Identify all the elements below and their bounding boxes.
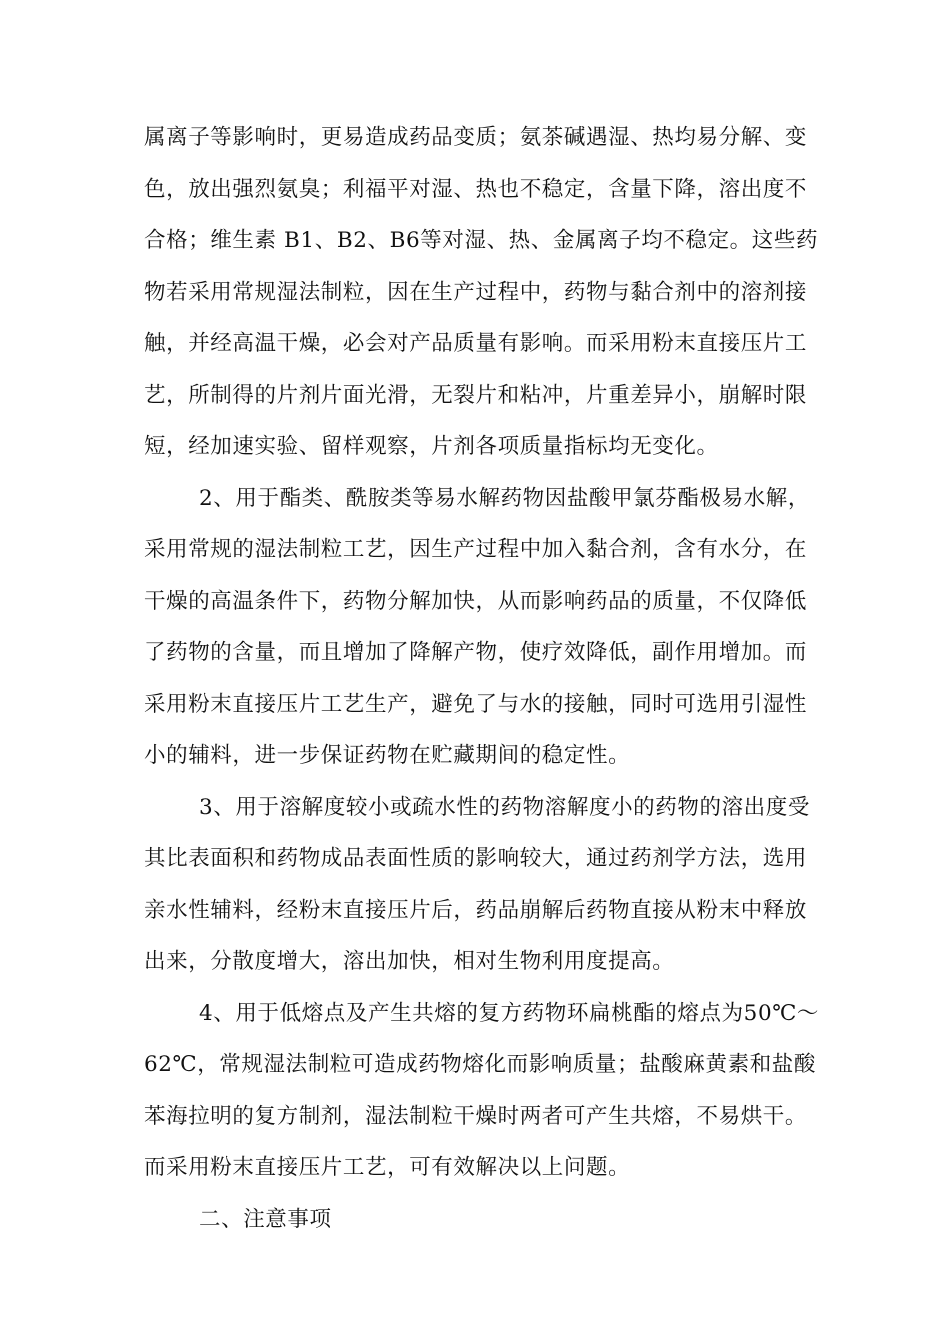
text-line: 了药物的含量，而且增加了降解产物，使疗效降低，副作用增加。而 — [144, 640, 808, 665]
text-line: 采用粉末直接压片工艺生产，避免了与水的接触，同时可选用引湿性 — [144, 691, 808, 717]
text-line: 3、用于溶解度较小或疏水性的药物溶解度小的药物的溶出度受 — [199, 794, 810, 820]
text-line: 短，经加速实验、留样观察，片剂各项质量指标均无变化。 — [144, 434, 719, 459]
text-line: 物若采用常规湿法制粒，因在生产过程中，药物与黏合剂中的溶剂接 — [144, 279, 808, 305]
paragraph-solubility — [144, 782, 812, 988]
text-line: 采用常规的湿法制粒工艺，因生产过程中加入黏合剂，含有水分，在 — [144, 537, 808, 562]
text-line: 2、用于酯类、酰胺类等易水解药物因盐酸甲氯芬酯极易水解， — [199, 485, 810, 511]
text-line: 出来，分散度增大，溶出加快，相对生物利用度提高。 — [144, 949, 675, 974]
text-line: 合格；维生素 B1、B2、B6等对湿、热、金属离子均不稳定。这些药 — [144, 228, 819, 253]
text-line: 亲水性辅料，经粉末直接压片后，药品崩解后药物直接从粉末中释放 — [144, 897, 808, 923]
text-line: 4、用于低熔点及产生共熔的复方药物环扁桃酯的熔点为50℃～ — [199, 1000, 819, 1026]
text-line: 艺，所制得的片剂片面光滑，无裂片和粘冲，片重差异小，崩解时限 — [144, 382, 808, 408]
text-line: 62℃，常规湿法制粒可造成药物熔化而影响质量；盐酸麻黄素和盐酸 — [144, 1052, 817, 1077]
text-line: 干燥的高温条件下，药物分解加快，从而影响药品的质量，不仅降低 — [144, 588, 808, 614]
text-line: 触，并经高温干燥，必会对产品质量有影响。而采用粉末直接压片工 — [144, 331, 808, 356]
text-line: 属离子等影响时，更易造成药品变质；氨茶碱遇湿、热均易分解、变 — [144, 125, 808, 150]
document-body — [144, 112, 819, 1245]
section-heading: 二、注意事项 — [199, 1206, 332, 1232]
paragraph-low-melting — [144, 988, 819, 1194]
text-line: 而采用粉末直接压片工艺，可有效解决以上问题。 — [144, 1155, 631, 1180]
text-line: 苯海拉明的复方制剂，湿法制粒干燥时两者可产生共熔，不易烘干。 — [144, 1103, 808, 1129]
text-line: 色，放出强烈氨臭；利福平对湿、热也不稳定，含量下降，溶出度不 — [144, 176, 808, 202]
paragraph-hydrolysis — [144, 473, 812, 782]
text-line: 其比表面积和药物成品表面性质的影响较大，通过药剂学方法，选用 — [144, 846, 808, 871]
paragraph-stability — [144, 112, 819, 473]
text-line: 小的辅料，进一步保证药物在贮藏期间的稳定性。 — [144, 743, 631, 768]
